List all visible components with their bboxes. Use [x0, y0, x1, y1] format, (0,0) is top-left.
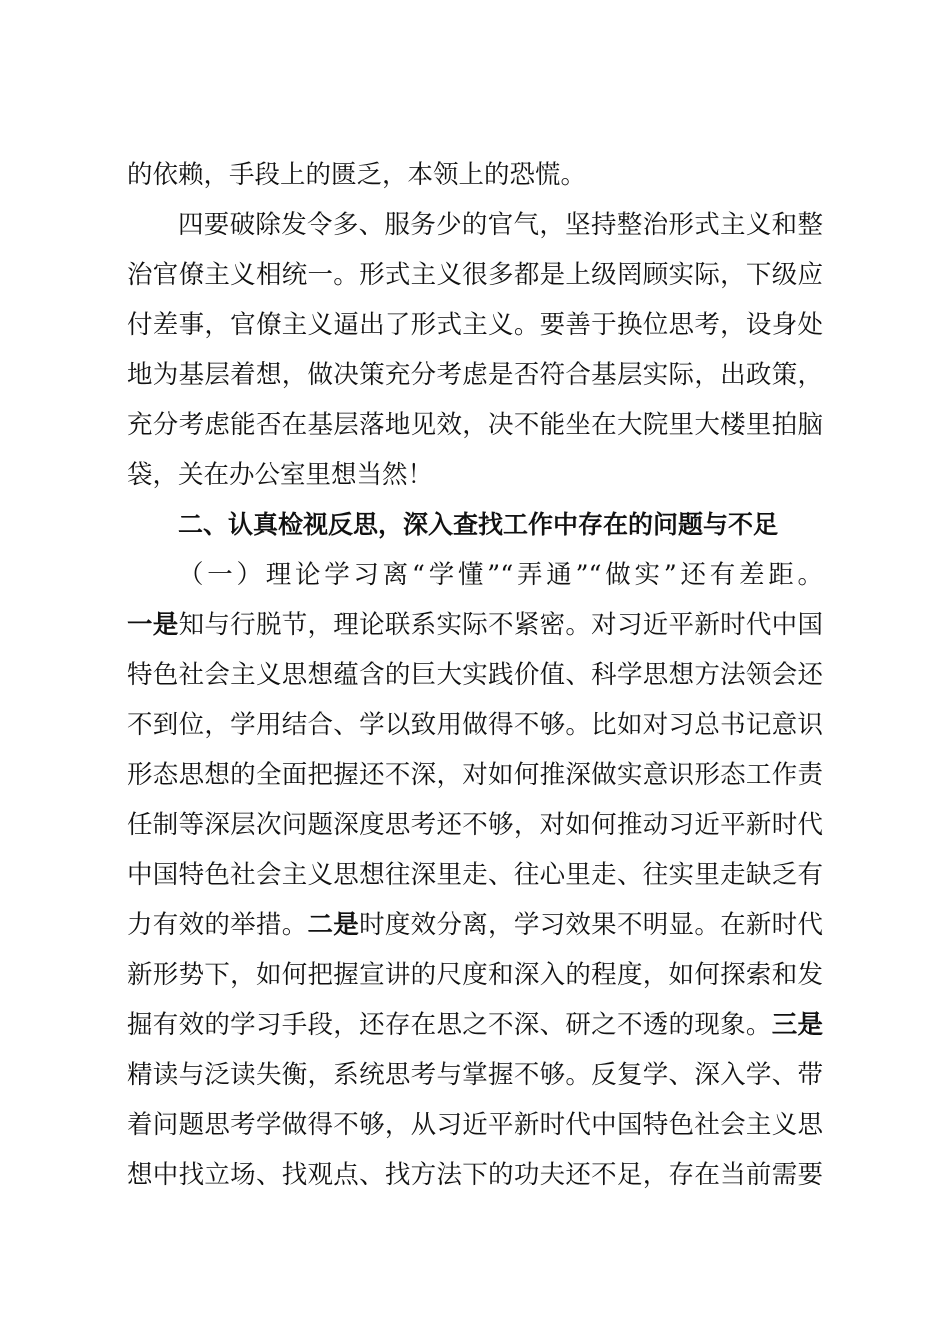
paragraph-line: 新形势下，如何把握宣讲的尺度和深入的程度，如何探索和发: [127, 960, 823, 990]
paragraph-line: 任制等深层次问题深度思考还不够，对如何推动习近平新时代: [127, 810, 823, 840]
paragraph-line: 着问题思考学做得不够，从习近平新时代中国特色社会主义思: [127, 1110, 823, 1140]
section-heading: 二、认真检视反思，深入查找工作中存在的问题与不足: [178, 510, 779, 539]
bold-marker: 一是: [127, 610, 179, 640]
paragraph-line: 地为基层着想，做决策充分考虑是否符合基层实际，出政策，: [127, 360, 823, 390]
paragraph-text: 力有效的举措。: [127, 910, 308, 940]
paragraph-text: 知与行脱节，理论联系实际不紧密。对习近平新时代中国: [178, 610, 823, 640]
bold-marker: 二是: [307, 910, 360, 940]
paragraph-line: 的依赖，手段上的匮乏，本领上的恐慌。: [127, 160, 587, 190]
paragraph-line: 精读与泛读失衡，系统思考与掌握不够。反复学、深入学、带: [127, 1060, 823, 1090]
paragraph-line: 袋，关在办公室里想当然！: [127, 460, 434, 490]
document-page: [127, 150, 823, 1200]
paragraph-line: 治官僚主义相统一。形式主义很多都是上级罔顾实际，下级应: [127, 260, 823, 290]
bold-marker: 三是: [771, 1010, 823, 1040]
paragraph-line: [127, 1000, 823, 1050]
subsection-heading: （一）理论学习离“学懂”“弄通”“做实”还有差距。: [178, 560, 823, 590]
paragraph-line: 充分考虑能否在基层落地见效，决不能坐在大院里大楼里拍脑: [127, 410, 823, 440]
paragraph-line: [127, 600, 823, 650]
paragraph-text: 掘有效的学习手段，还存在思之不深、研之不透的现象。: [127, 1010, 772, 1040]
paragraph-line: [127, 900, 823, 950]
paragraph-line: 中国特色社会主义思想往深里走、往心里走、往实里走缺乏有: [127, 860, 823, 890]
paragraph-line: 不到位，学用结合、学以致用做得不够。比如对习总书记意识: [127, 710, 823, 740]
paragraph-text: 时度效分离，学习效果不明显。在新时代: [359, 910, 823, 940]
paragraph-line: 四要破除发令多、服务少的官气，坚持整治形式主义和整: [178, 210, 823, 240]
paragraph-line: 付差事，官僚主义逼出了形式主义。要善于换位思考，设身处: [127, 310, 823, 340]
paragraph-line: 特色社会主义思想蕴含的巨大实践价值、科学思想方法领会还: [127, 660, 823, 690]
paragraph-line: 想中找立场、找观点、找方法下的功夫还不足，存在当前需要: [127, 1160, 823, 1190]
paragraph-line: 形态思想的全面把握还不深，对如何推深做实意识形态工作责: [127, 760, 823, 790]
